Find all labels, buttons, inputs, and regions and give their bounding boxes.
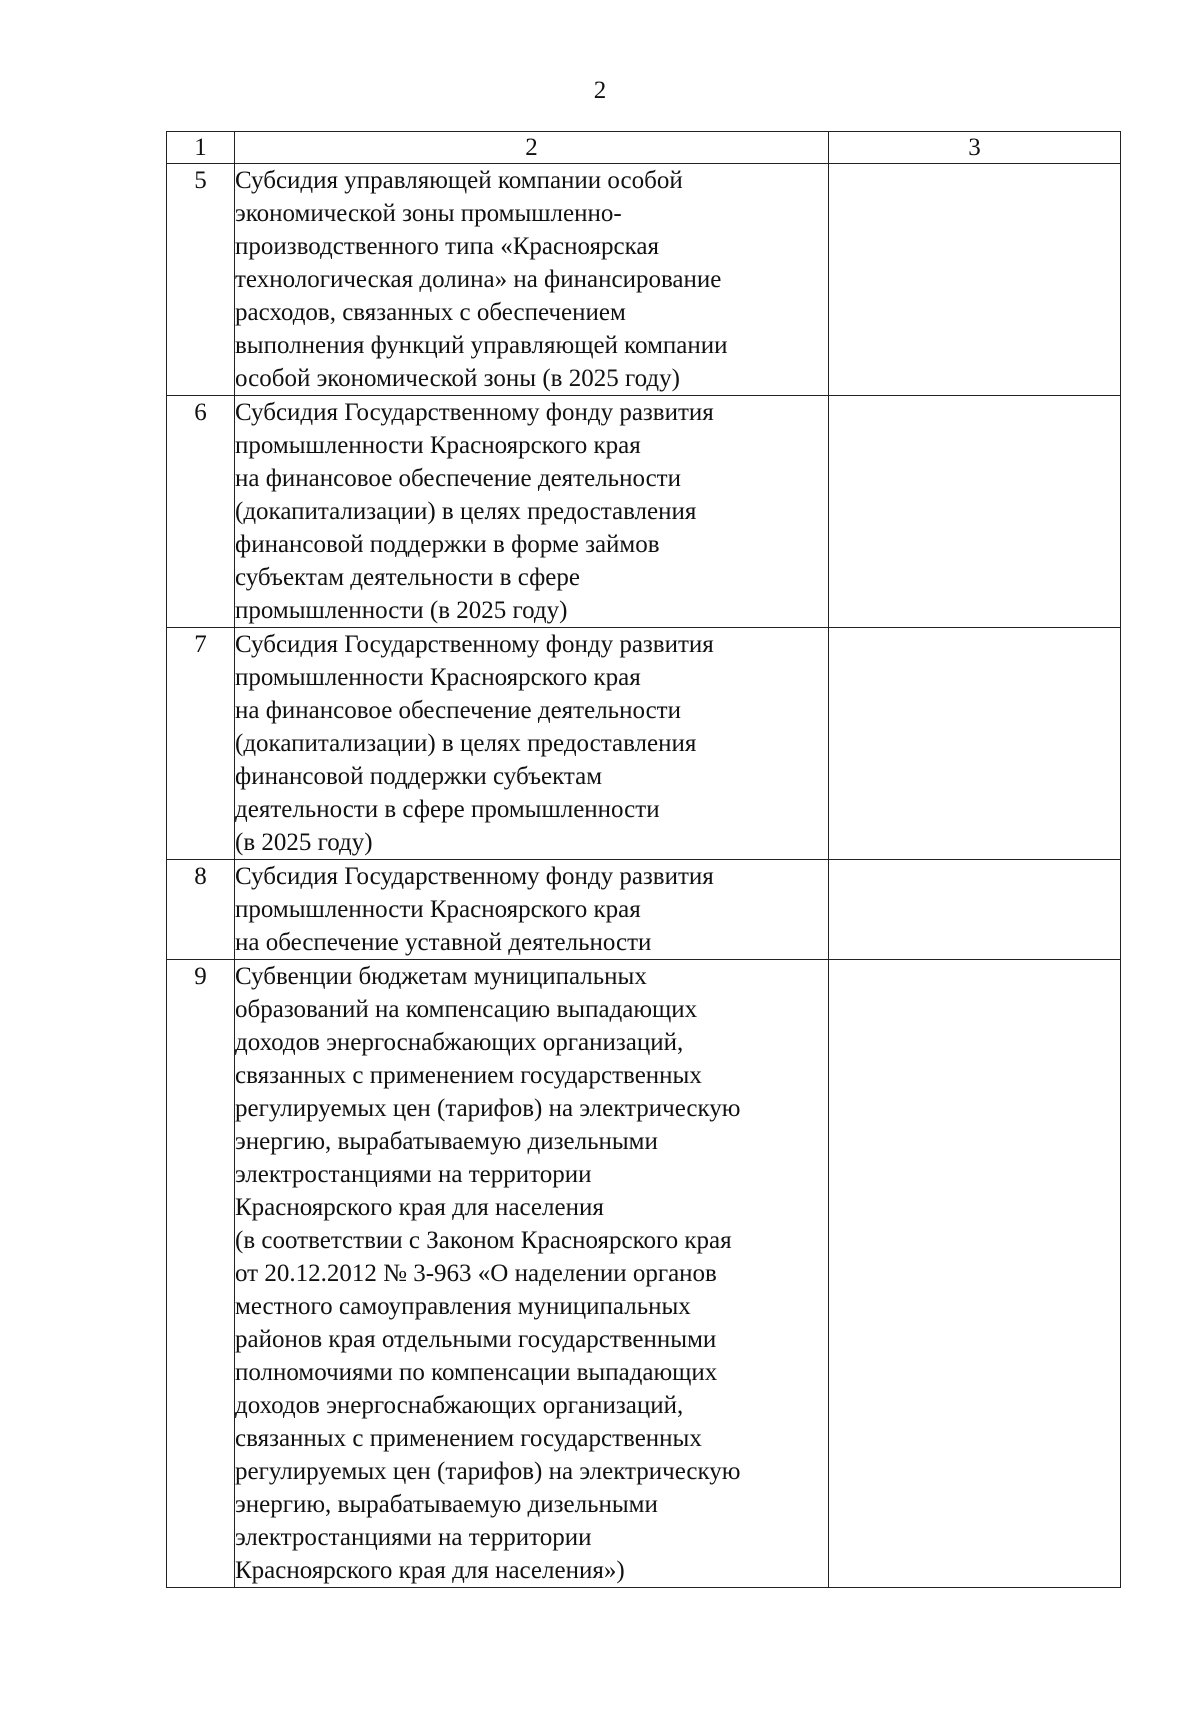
table-row <box>167 860 1121 960</box>
column-header-2: 2 <box>235 132 829 164</box>
column-header-3: 3 <box>829 132 1121 164</box>
row-number: 5 <box>167 164 235 396</box>
table-header-row <box>167 132 1121 164</box>
page-number: 2 <box>593 77 607 104</box>
row-value-cell <box>829 960 1121 1588</box>
table-row <box>167 164 1121 396</box>
table-row <box>167 396 1121 628</box>
row-value-cell <box>829 396 1121 628</box>
row-value-cell <box>829 628 1121 860</box>
row-number: 9 <box>167 960 235 1588</box>
row-description: Субсидия Государственному фонду развития промышленности Красноярского края на финансовое обеспечение деятельности (докапитализации) в целях предоставления финансовой поддержки в форме займов субъектам деятельности в сфере промышленности (в 2025 году) <box>235 396 829 628</box>
row-description: Субсидия Государственному фонду развития промышленности Красноярского края на обеспечение уставной деятельности <box>235 860 829 960</box>
row-description: Субвенции бюджетам муниципальных образований на компенсацию выпадающих доходов энергоснабжающих организаций, связанных с применением государственных регулируемых цен (тарифов) на электрическую энергию, вырабатываемую дизельными электростанциями на территории Красноярского края для населения (в соответствии с Законом Красноярского края от 20.12.2012 № 3-963 «О наделении органов местного самоуправления муниципальных районов края отдельными государственными полномочиями по компенсации выпадающих доходов энергоснабжающих организаций, связанных с применением государственных регулируемых цен (тарифов) на электрическую энергию, вырабатываемую дизельными электростанциями на территории Красноярского края для населения») <box>235 960 829 1588</box>
row-number: 7 <box>167 628 235 860</box>
row-value-cell <box>829 164 1121 396</box>
row-number: 6 <box>167 396 235 628</box>
document-table <box>166 131 1121 1588</box>
column-header-1: 1 <box>167 132 235 164</box>
row-description: Субсидия Государственному фонду развития промышленности Красноярского края на финансовое обеспечение деятельности (докапитализации) в целях предоставления финансовой поддержки субъектам деятельности в сфере промышленности (в 2025 году) <box>235 628 829 860</box>
table-row <box>167 628 1121 860</box>
row-description: Субсидия управляющей компании особой экономической зоны промышленно- производственного типа «Красноярская технологическая долина» на финансирование расходов, связанных с обеспечением выполнения функций управляющей компании особой экономической зоны (в 2025 году) <box>235 164 829 396</box>
table-row <box>167 960 1121 1588</box>
row-number: 8 <box>167 860 235 960</box>
row-value-cell <box>829 860 1121 960</box>
